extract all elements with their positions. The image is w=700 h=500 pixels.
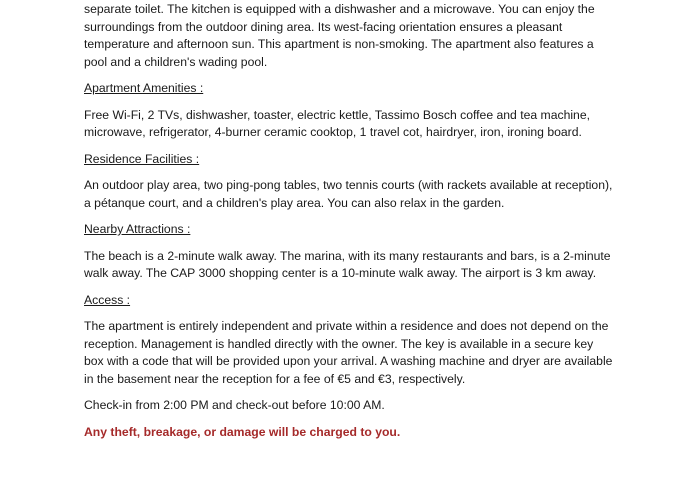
attractions-heading: Nearby Attractions : <box>84 222 191 236</box>
attractions-text: The beach is a 2-minute walk away. The marina, with its many restaurants and bars, is a 2-minute walk away. The CAP 3000 shopping center is a 10-minute walk away. The airport is 3 km away. <box>84 248 611 280</box>
checkin-text: Check-in from 2:00 PM and check-out before 10:00 AM. <box>84 398 385 412</box>
document-page <box>84 0 614 441</box>
damage-warning: Any theft, breakage, or damage will be charged to you. <box>84 424 401 439</box>
amenities-text: Free Wi-Fi, 2 TVs, dishwasher, toaster, electric kettle, Tassimo Bosch coffee and tea machine, microwave, refrigerator, 4-burner ceramic cooktop, 1 travel cot, hairdryer, iron, ironing board. <box>84 107 591 139</box>
amenities-heading: Apartment Amenities : <box>84 81 204 95</box>
facilities-text: An outdoor play area, two ping-pong tables, two tennis courts (with rackets available at reception), a pétanque court, and a children's play area. You can also relax in the garden. <box>84 178 613 210</box>
access-heading: Access : <box>84 292 131 307</box>
intro-paragraph: separate toilet. The kitchen is equipped with a dishwasher and a microwave. You can enjoy the surroundings from the outdoor dining area. Its west-facing orientation ensures a pleasant temperature and afternoon sun. This apartment is non-smoking. The apartment also features a pool and a children's wading pool. <box>84 2 595 69</box>
facilities-heading: Residence Facilities : <box>84 151 200 166</box>
access-text: The apartment is entirely independent and private within a residence and does not depend on the reception. Management is handled directly with the owner. The key is available in a secure key box with a code that will be provided upon your arrival. A washing machine and dryer are available in the basement near the reception for a fee of €5 and €3, respectively. <box>84 319 613 386</box>
